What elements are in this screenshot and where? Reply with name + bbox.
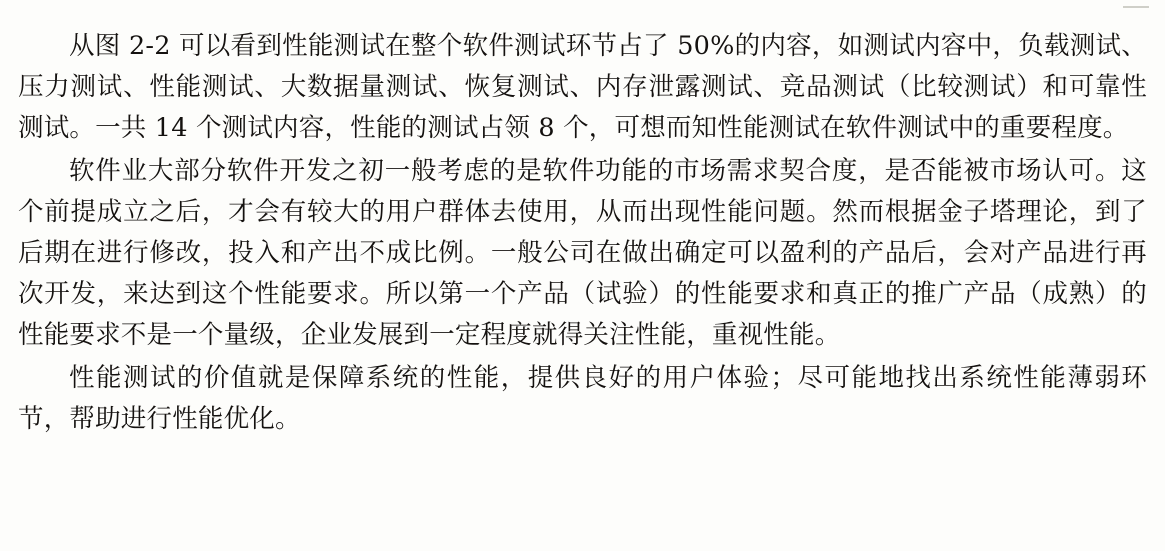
paragraph: 软件业大部分软件开发之初一般考虑的是软件功能的市场需求契合度，是否能被市场认可。这个前提成立之后，才会有较大的用户群体去使用，从而出现性能问题。然而根据金子塔理论，到了后期在进行修改，投入和产出不成比例。一般公司在做出确定可以盈利的产品后，会对产品进行再次开发，来达到这个性能要求。所以第一个产品（试验）的性能要求和真正的推广产品（成熟）的性能要求不是一个量级，企业发展到一定程度就得关注性能，重视性能。: [18, 156, 1147, 350]
page-body-text: [18, 26, 1147, 440]
paragraph: 性能测试的价值就是保障系统的性能，提供良好的用户体验；尽可能地找出系统性能薄弱环节，帮助进行性能优化。: [18, 363, 1147, 434]
page-top-rule-mark: [1123, 6, 1149, 8]
paragraph: 从图 2-2 可以看到性能测试在整个软件测试环节占了 50%的内容，如测试内容中，负载测试、压力测试、性能测试、大数据量测试、恢复测试、内存泄露测试、竞品测试（比较测试）和可靠性测试。一共 14 个测试内容，性能的测试占领 8 个，可想而知性能测试在软件测试中的重要程度。: [18, 31, 1147, 143]
